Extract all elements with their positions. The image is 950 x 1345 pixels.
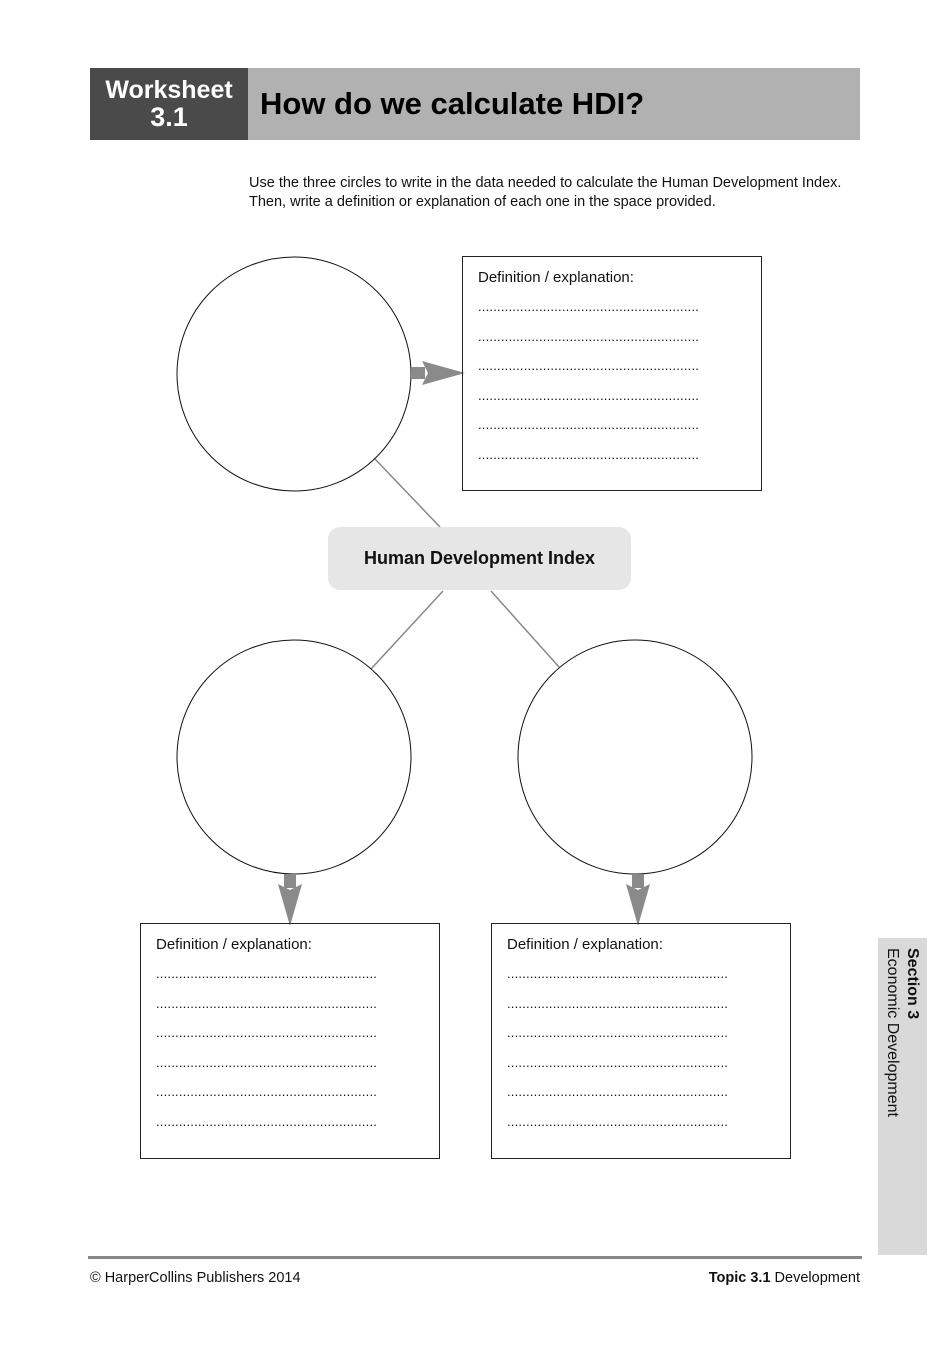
connector-line-right <box>491 591 559 667</box>
writing-line: .......................................................... <box>478 417 700 432</box>
writing-line: .......................................................... <box>507 995 729 1011</box>
writing-line: .......................................................... <box>156 1025 378 1040</box>
writing-line: .......................................................... <box>507 966 729 981</box>
writing-line: .......................................................... <box>478 387 700 403</box>
writing-line: .......................................................... <box>156 966 378 981</box>
instructions: Use the three circles to write in the data needed to calculate the Human Development Index. Then, write a definition or explanation of each one in the space provided. <box>249 175 842 210</box>
connector-line-left <box>371 591 443 669</box>
writing-line: .......................................................... <box>478 446 700 462</box>
circle-bottom-right[interactable] <box>518 640 752 874</box>
worksheet-number: 3.1 <box>150 102 188 132</box>
arrow-down-icon <box>626 874 650 926</box>
writing-line: .......................................................... <box>478 358 700 373</box>
writing-line: .......................................................... <box>507 1025 729 1040</box>
writing-line: .......................................................... <box>507 1084 729 1099</box>
topic-number: Topic 3.1 <box>708 1270 771 1286</box>
topic-label <box>709 1270 860 1286</box>
writing-line: .......................................................... <box>507 1113 729 1129</box>
arrow-right-icon <box>411 361 465 385</box>
definition-box-top[interactable] <box>462 256 762 491</box>
topic-name: Development <box>770 1270 860 1286</box>
writing-line: .......................................................... <box>156 1054 378 1070</box>
footer-divider <box>88 1256 862 1259</box>
copyright: © HarperCollins Publishers 2014 <box>90 1270 301 1286</box>
section-tab <box>878 938 927 1255</box>
writing-line: .......................................................... <box>507 1054 729 1070</box>
definition-box-left[interactable] <box>140 923 440 1159</box>
circle-bottom-left[interactable] <box>177 640 411 874</box>
connector-line-top <box>375 459 440 527</box>
definition-box-right[interactable] <box>491 923 791 1159</box>
writing-line: .......................................................... <box>478 299 700 314</box>
hdi-center-box: Human Development Index <box>328 527 631 590</box>
worksheet-label: Worksheet <box>105 76 233 104</box>
page-title: How do we calculate HDI? <box>260 86 645 121</box>
arrow-down-icon <box>278 874 302 926</box>
writing-line: .......................................................... <box>156 995 378 1011</box>
section-number: Section 3 <box>904 948 921 1020</box>
definition-label: Definition / explanation: <box>507 936 663 953</box>
definition-label: Definition / explanation: <box>478 269 634 286</box>
writing-line: .......................................................... <box>478 328 700 344</box>
section-name: Economic Development <box>884 948 901 1117</box>
section-tab-text <box>882 948 922 1117</box>
writing-line: .......................................................... <box>156 1084 378 1099</box>
writing-line: .......................................................... <box>156 1113 378 1129</box>
circle-top[interactable] <box>177 257 411 491</box>
definition-label: Definition / explanation: <box>156 936 312 953</box>
